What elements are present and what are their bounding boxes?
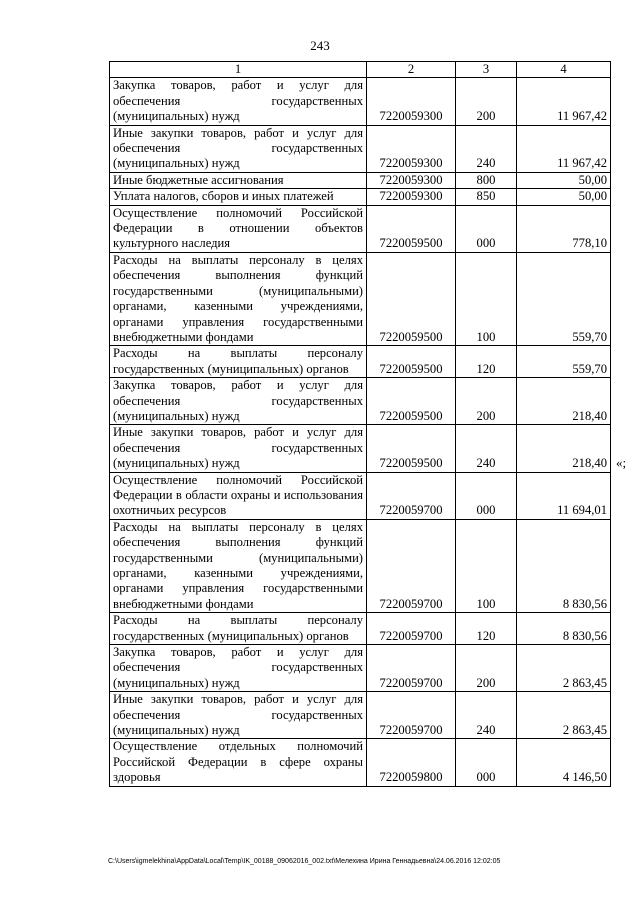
row-amount: 778,10 (517, 205, 611, 252)
row-amount: 559,70 (517, 252, 611, 345)
table-row (110, 425, 611, 472)
row-expense-type: 000 (456, 739, 517, 786)
row-amount: 218,40 (517, 425, 611, 472)
row-target-code: 7220059500 (367, 425, 456, 472)
row-target-code: 7220059300 (367, 189, 456, 205)
row-description: Закупка товаров, работ и услуг для обеспечения государственных (муниципальных) нужд (110, 645, 367, 692)
header-col-1: 1 (110, 62, 367, 78)
row-expense-type: 000 (456, 472, 517, 519)
row-target-code: 7220059700 (367, 692, 456, 739)
row-expense-type: 100 (456, 519, 517, 612)
row-description: Осуществление полномочий Российской Федерации в области охраны и использования охотничьих ресурсов (110, 472, 367, 519)
row-target-code: 7220059300 (367, 78, 456, 125)
row-description: Расходы на выплаты персоналу в целях обеспечения выполнения функций государственными (муниципальными) органами, казенными учреждениями, органами управления государственными внебюджетными фондами (110, 519, 367, 612)
row-target-code: 7220059500 (367, 346, 456, 378)
row-target-code: 7220059700 (367, 519, 456, 612)
row-expense-type: 200 (456, 645, 517, 692)
footer-file-path: C:\Users\igmelekhina\AppData\Local\Temp\IK_00188_09062016_002.txt\Мелехина Ирина Геннадьевна\24.06.2016 12:02:05 (108, 858, 501, 865)
row-amount: 2 863,45 (517, 692, 611, 739)
row-expense-type: 120 (456, 613, 517, 645)
header-col-4: 4 (517, 62, 611, 78)
row-target-code: 7220059700 (367, 613, 456, 645)
row-target-code: 7220059700 (367, 472, 456, 519)
table-row (110, 189, 611, 205)
row-amount: 218,40 (517, 378, 611, 425)
table-row (110, 125, 611, 172)
row-amount: 50,00 (517, 189, 611, 205)
row-expense-type: 240 (456, 425, 517, 472)
table-row (110, 472, 611, 519)
row-expense-type: 200 (456, 378, 517, 425)
table-row (110, 78, 611, 125)
row-expense-type: 240 (456, 692, 517, 739)
row-amount: 11 694,01 (517, 472, 611, 519)
row-amount: 2 863,45 (517, 645, 611, 692)
row-target-code: 7220059300 (367, 125, 456, 172)
row-description: Иные закупки товаров, работ и услуг для обеспечения государственных (муниципальных) нужд (110, 692, 367, 739)
row-expense-type: 100 (456, 252, 517, 345)
table-row (110, 613, 611, 645)
table-row (110, 739, 611, 786)
row-description: Уплата налогов, сборов и иных платежей (110, 189, 367, 205)
row-target-code: 7220059700 (367, 645, 456, 692)
row-target-code: 7220059500 (367, 205, 456, 252)
row-description: Иные закупки товаров, работ и услуг для обеспечения государственных (муниципальных) нужд (110, 125, 367, 172)
row-amount: 11 967,42 (517, 78, 611, 125)
row-description: Расходы на выплаты персоналу государственных (муниципальных) органов (110, 613, 367, 645)
table-row (110, 252, 611, 345)
row-description: Иные бюджетные ассигнования (110, 172, 367, 188)
table-row (110, 346, 611, 378)
row-description: Расходы на выплаты персоналу государственных (муниципальных) органов (110, 346, 367, 378)
row-target-code: 7220059500 (367, 252, 456, 345)
row-description: Закупка товаров, работ и услуг для обеспечения государственных (муниципальных) нужд (110, 378, 367, 425)
row-description: Осуществление полномочий Российской Федерации в отношении объектов культурного наследия (110, 205, 367, 252)
table-row (110, 519, 611, 612)
table-row (110, 692, 611, 739)
row-expense-type: 000 (456, 205, 517, 252)
row-amount: 4 146,50 (517, 739, 611, 786)
table-row (110, 205, 611, 252)
row-description: Закупка товаров, работ и услуг для обеспечения государственных (муниципальных) нужд (110, 78, 367, 125)
header-col-3: 3 (456, 62, 517, 78)
row-expense-type: 240 (456, 125, 517, 172)
table-row (110, 378, 611, 425)
row-amount: 8 830,56 (517, 519, 611, 612)
table-row (110, 645, 611, 692)
page-number: 243 (310, 38, 330, 53)
row-amount: 50,00 (517, 172, 611, 188)
row-description: Расходы на выплаты персоналу в целях обеспечения выполнения функций государственными (муниципальными) органами, казенными учреждениями, органами управления государственными внебюджетными фондами (110, 252, 367, 345)
table-header-row (110, 62, 611, 78)
row-expense-type: 120 (456, 346, 517, 378)
table-body (110, 78, 611, 786)
row-target-code: 7220059500 (367, 378, 456, 425)
row-target-code: 7220059300 (367, 172, 456, 188)
closing-quote-mark: «; (616, 455, 627, 470)
table-row (110, 172, 611, 188)
row-expense-type: 850 (456, 189, 517, 205)
row-amount: 559,70 (517, 346, 611, 378)
row-expense-type: 200 (456, 78, 517, 125)
row-expense-type: 800 (456, 172, 517, 188)
row-amount: 8 830,56 (517, 613, 611, 645)
header-col-2: 2 (367, 62, 456, 78)
row-description: Осуществление отдельных полномочий Российской Федерации в сфере охраны здоровья (110, 739, 367, 786)
row-description: Иные закупки товаров, работ и услуг для обеспечения государственных (муниципальных) нужд (110, 425, 367, 472)
budget-table (109, 61, 611, 787)
row-amount: 11 967,42 (517, 125, 611, 172)
row-target-code: 7220059800 (367, 739, 456, 786)
